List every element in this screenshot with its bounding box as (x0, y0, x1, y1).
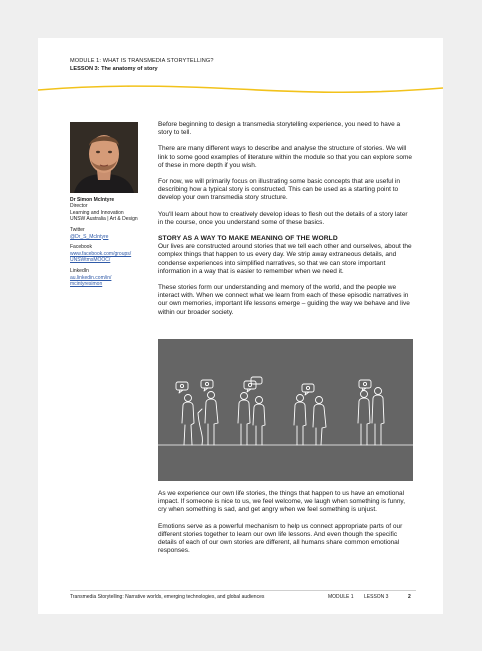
footer-course-title: Transmedia Storytelling: Narrative worlds, emerging technologies, and global audiences (70, 594, 265, 600)
author-sidebar (70, 197, 150, 287)
page-number: 2 (408, 594, 411, 600)
author-org: UNSW Australia | Art & Design (70, 216, 138, 223)
paragraph: As we experience our own life stories, the things that happen to us have an emotional impact. If someone is nice to us, we feel welcome, we laugh when something is funny, cry when something is sad, and get angry when we feel something is unjust. (158, 490, 406, 514)
linkedin-link-line1[interactable]: au.linkedin.com/in/ (70, 274, 112, 281)
author-photo (70, 122, 138, 193)
section-heading: STORY AS A WAY TO MAKE MEANING OF THE WORLD (158, 235, 338, 243)
linkedin-label: LinkedIn (70, 268, 89, 275)
paragraph: These stories form our understanding and memory of the world, and the people we interact with. When we connect what we learn from each of these episodic narratives in our own memories, important life lessons emerge – guiding the way we behave and live within our broader society. (158, 284, 410, 316)
footer-lesson: LESSON 3 (364, 594, 389, 600)
paragraph: You'll learn about how to creatively develop ideas to flesh out the details of a story later in the course, once you understand some of these basics. (158, 210, 408, 226)
facebook-link-line2[interactable]: UNSWtmsMOOC/ (70, 257, 111, 264)
body-text (158, 121, 413, 325)
paragraph: Before beginning to design a transmedia storytelling experience, you need to have a story to tell. (158, 121, 401, 137)
body-text-continued (158, 490, 413, 563)
page-header (70, 57, 214, 73)
author-dept: Learning and Innovation (70, 209, 124, 216)
paragraph: For now, we will primarily focus on illustrating some basic concepts that are useful in describing how a typical story is constructed. This can be used as a starting point to develop your own transmedia story structure. (158, 178, 401, 202)
facebook-link-line1[interactable]: www.facebook.com/groups/ (70, 250, 132, 257)
module-title: MODULE 1: WHAT IS TRANSMEDIA STORYTELLING? (70, 58, 214, 64)
lesson-title: LESSON 3: The anatomy of story (70, 66, 158, 72)
document-page (38, 38, 443, 614)
facebook-label: Facebook (70, 244, 92, 251)
paragraph: Emotions serve as a powerful mechanism to help us connect appropriate parts of our different stories together to learn our own life lessons. And even though the specific details of each of our own stories are different, all humans share common emotional responses. (158, 522, 403, 555)
author-role: Director (70, 203, 88, 210)
author-name: Dr Simon McIntyre (70, 197, 115, 203)
paragraph: Our lives are constructed around stories that we tell each other and ourselves, about the complex things that happen to us every day. We strip away extraneous details, and condense experiences into simplified narratives, so that we can store important information in a way that is easier to remember when we need it. (158, 243, 412, 275)
linkedin-link-line2[interactable]: mcintyresimon (70, 280, 103, 287)
twitter-link[interactable]: @Dr_S_McIntyre (70, 233, 109, 240)
storytelling-illustration (158, 339, 413, 481)
twitter-label: Twitter (70, 227, 85, 234)
page-footer (70, 590, 416, 600)
footer-module: MODULE 1 (328, 594, 354, 600)
header-wave-divider (38, 83, 443, 97)
paragraph: There are many different ways to describe and analyse the structure of stories. We will link to some good examples of literature within the module so that you can explore some of these in more depth if you wish. (158, 145, 412, 169)
